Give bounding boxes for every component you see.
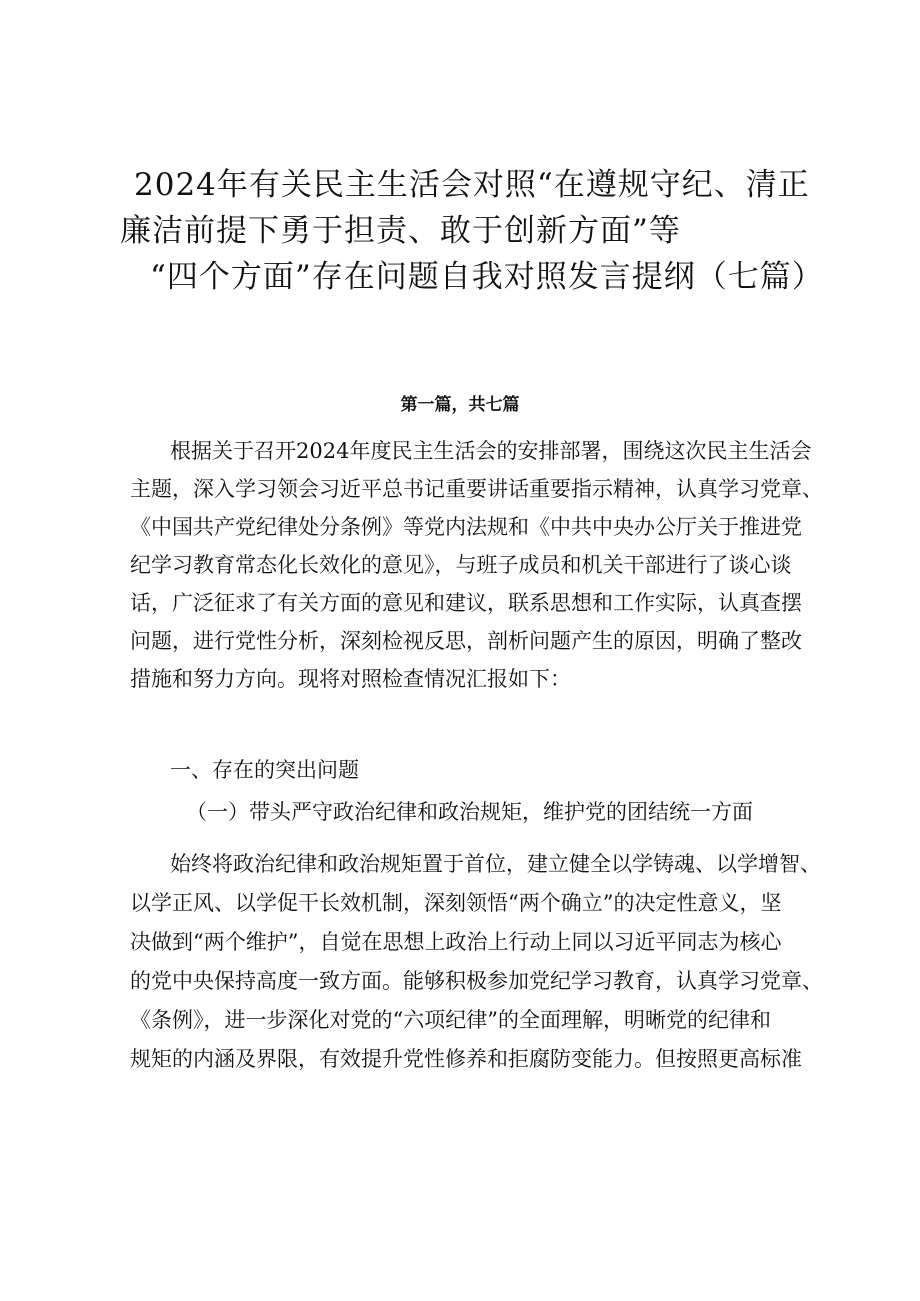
paragraph-2-line: 始终将政治纪律和政治规矩置于首位，建立健全以学铸魂、以学增智、 xyxy=(170,852,821,876)
paragraph-2-line: 决做到“两个维护”，自觉在思想上政治上行动上同以习近平同志为核心 xyxy=(130,930,782,954)
paragraph-2-line: 规矩的内涵及界限，有效提升党性修养和拒腐防变能力。但按照更高标准 xyxy=(130,1047,802,1071)
paragraph-1-line: 主题，深入学习领会习近平总书记重要讲话重要指示精神，认真学习党章、 xyxy=(130,477,823,501)
paragraph-1-line: 话，广泛征求了有关方面的意见和建议，联系思想和工作实际，认真查摆 xyxy=(130,591,802,615)
paragraph-2-line: 《条例》，进一步深化对党的“六项纪律”的全面理解，明晰党的纪律和 xyxy=(130,1008,771,1032)
paragraph-1-line: 问题，进行党性分析，深刻检视反思，剖析问题产生的原因，明确了整改 xyxy=(130,629,802,653)
section-heading: 一、存在的突出问题 xyxy=(170,758,359,782)
section-subheading: （一）带头严守政治纪律和政治规矩，维护党的团结统一方面 xyxy=(186,800,753,824)
document-subtitle: 第一篇，共七篇 xyxy=(400,395,520,415)
paragraph-1-line: 根据关于召开2024年度民主生活会的安排部署，围绕这次民主生活会 xyxy=(170,439,812,463)
document-title-line-1: 2024年有关民主生活会对照“在遵规守纪、清正 xyxy=(134,167,810,203)
paragraph-1-line: 《中国共产党纪律处分条例》等党内法规和《中共中央办公厅关于推进党 xyxy=(130,515,802,539)
document-title-line-2: 廉洁前提下勇于担责、敢于创新方面”等 xyxy=(120,213,681,249)
paragraph-2-line: 以学正风、以学促干长效机制，深刻领悟“两个确立”的决定性意义，坚 xyxy=(130,891,782,915)
document-title-line-3: “四个方面”存在问题自我对照发言提纲（七篇） xyxy=(150,259,824,295)
paragraph-2-line: 的党中央保持高度一致方面。能够积极参加党纪学习教育，认真学习党章、 xyxy=(130,969,823,993)
paragraph-1-line: 纪学习教育常态化长效化的意见》，与班子成员和机关干部进行了谈心谈 xyxy=(130,553,792,577)
paragraph-1-line: 措施和努力方向。现将对照检查情况汇报如下： xyxy=(130,667,571,691)
